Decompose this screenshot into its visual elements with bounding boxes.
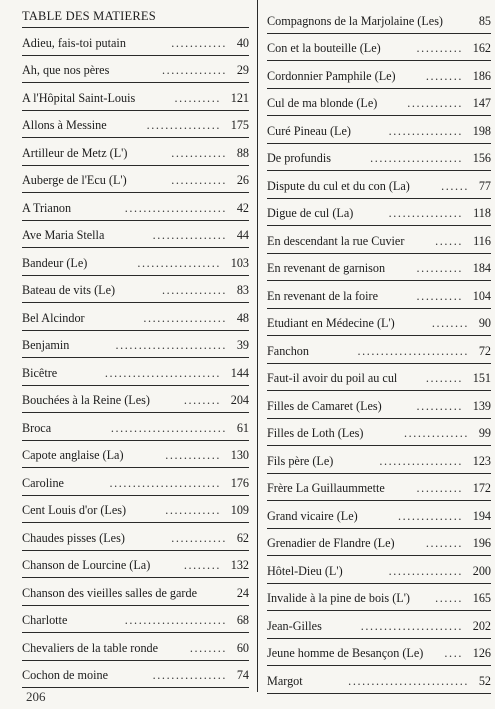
entry-title: Cul de ma blonde (Le): [267, 96, 378, 110]
toc-entry: [22, 276, 249, 304]
dot-leader: ............: [165, 448, 221, 462]
entry-page-number: 198: [472, 123, 491, 138]
entry-title: Ave Maria Stella: [22, 228, 105, 242]
toc-entry: [267, 556, 491, 584]
entry-page-number: 200: [472, 563, 491, 578]
dot-leader: ......................: [360, 618, 463, 633]
toc-entry: [22, 221, 249, 249]
entry-page-number: 186: [472, 68, 491, 83]
entry-page-number: 147: [472, 96, 491, 110]
toc-entry: [267, 336, 491, 364]
dot-leader: ..............: [403, 426, 469, 440]
entry-title: Filles de Camaret (Les): [267, 398, 382, 413]
entry-title: Margot: [267, 673, 303, 688]
dot-leader: ........................: [115, 338, 227, 352]
entry-page-number: 42: [236, 200, 249, 215]
entry-title: Chanson des vieilles salles de garde: [22, 585, 197, 600]
entry-page-number: 196: [472, 536, 491, 550]
toc-entry: [22, 551, 249, 579]
dot-leader: ..........: [416, 398, 463, 413]
entry-page-number: 162: [472, 41, 491, 55]
toc-entry: [267, 89, 491, 117]
dot-leader: ..........: [416, 288, 463, 303]
dot-leader: ..............: [161, 283, 227, 297]
toc-entry: [267, 226, 491, 254]
toc-entry: [22, 523, 249, 551]
toc-entry: [267, 34, 491, 62]
entry-title: Allons à Messine: [22, 118, 107, 132]
toc-entry: [22, 28, 249, 56]
entry-title: Etudiant en Médecine (L'): [267, 316, 395, 330]
dot-leader: ............: [407, 96, 463, 110]
toc-entry: [267, 254, 491, 282]
entry-title: Hôtel-Dieu (L'): [267, 563, 343, 578]
entry-title: Jeune homme de Besançon (Le): [267, 646, 424, 660]
dot-leader: ............: [171, 145, 227, 160]
toc-entry: [267, 584, 491, 612]
entry-title: Grenadier de Flandre (Le): [267, 536, 395, 550]
entry-title: Bandeur (Le): [22, 255, 88, 270]
dot-leader: ..........: [416, 481, 463, 495]
dot-leader: ......: [435, 591, 463, 605]
entry-title: Fanchon: [267, 343, 309, 358]
entry-page-number: 61: [236, 420, 249, 435]
toc-entry: [22, 303, 249, 331]
entry-title: Con et la bouteille (Le): [267, 41, 381, 55]
dot-leader: ......................: [124, 613, 227, 627]
entry-title: Faut-il avoir du poil au cul: [267, 371, 398, 385]
dot-leader: ......: [435, 233, 463, 248]
entry-page-number: 24: [236, 585, 249, 600]
dot-leader: ................: [152, 668, 227, 682]
entry-title: Cordonnier Pamphile (Le): [267, 68, 396, 83]
entry-title: Grand vicaire (Le): [267, 508, 358, 523]
toc-entry: [267, 611, 491, 639]
entry-title: En revenant de la foire: [267, 288, 378, 303]
dot-leader: ..............: [161, 63, 227, 77]
entry-title: Cochon de moine: [22, 668, 108, 682]
toc-entry: [22, 633, 249, 661]
toc-entry: [267, 446, 491, 474]
entry-page-number: 165: [472, 591, 491, 605]
toc-entry: [267, 6, 491, 34]
entry-page-number: 77: [478, 178, 491, 193]
toc-entry: [267, 281, 491, 309]
entry-title: De profundis: [267, 151, 331, 165]
toc-entry: [22, 83, 249, 111]
entry-page-number: 48: [236, 310, 249, 325]
entry-title: Chevaliers de la table ronde: [22, 640, 159, 655]
entry-page-number: 130: [230, 448, 249, 462]
toc-entry: [22, 386, 249, 414]
entry-title: Filles de Loth (Les): [267, 426, 364, 440]
toc-entry: [267, 639, 491, 667]
entry-title: Auberge de l'Ecu (L'): [22, 173, 127, 187]
entry-page-number: 88: [236, 145, 249, 160]
entry-title: Caroline: [22, 475, 64, 490]
toc-entry: [22, 578, 249, 606]
dot-leader: ..................: [137, 255, 221, 270]
entry-title: Frère La Guillaummette: [267, 481, 385, 495]
column-divider: [257, 0, 258, 692]
toc-entry: [22, 248, 249, 276]
right-column: [267, 6, 491, 694]
dot-leader: ........: [189, 640, 227, 655]
entry-title: A Trianon: [22, 200, 72, 215]
dot-leader: ............: [171, 530, 227, 545]
toc-entry: [22, 331, 249, 359]
dot-leader: ........: [425, 371, 463, 385]
entry-title: Bouchées à la Reine (Les): [22, 393, 150, 407]
entry-page-number: 103: [230, 255, 249, 270]
entry-title: Bel Alcindor: [22, 310, 85, 325]
entry-page-number: 44: [236, 228, 249, 242]
dot-leader: ........: [425, 68, 463, 83]
entry-page-number: 52: [478, 673, 491, 688]
toc-entry: [22, 413, 249, 441]
entry-page-number: 99: [478, 426, 491, 440]
entry-title: Fils père (Le): [267, 453, 334, 468]
toc-entry: [22, 606, 249, 634]
entry-page-number: 40: [236, 35, 249, 50]
entry-page-number: 126: [472, 646, 491, 660]
entry-page-number: 26: [236, 173, 249, 187]
toc-entry: [267, 364, 491, 392]
toc-entry: [267, 171, 491, 199]
dot-leader: ....................: [370, 151, 463, 165]
dot-leader: ................: [388, 563, 463, 578]
entry-page-number: 60: [236, 640, 249, 655]
entry-page-number: 62: [236, 530, 249, 545]
dot-leader: ............: [165, 503, 221, 517]
entry-title: Bateau de vits (Le): [22, 283, 116, 297]
entry-title: Digue de cul (La): [267, 206, 354, 220]
entry-page-number: 144: [230, 365, 249, 380]
toc-entry: [267, 144, 491, 172]
entry-page-number: 118: [473, 206, 491, 220]
entry-title: Invalide à la pine de bois (L'): [267, 591, 410, 605]
entry-page-number: 74: [236, 668, 249, 682]
entry-title: Ah, que nos pères: [22, 63, 110, 77]
dot-leader: ............: [171, 173, 227, 187]
toc-entry: [267, 309, 491, 337]
entry-page-number: 194: [472, 508, 491, 523]
dot-leader: ..........: [416, 261, 463, 275]
toc-entry: [22, 138, 249, 166]
toc-entry: [267, 474, 491, 502]
dot-leader: ................: [388, 123, 463, 138]
dot-leader: ................: [146, 118, 221, 132]
dot-leader: ......: [441, 178, 469, 193]
toc-entry: [22, 441, 249, 469]
dot-leader: ........: [183, 393, 221, 407]
toc-entry: [267, 501, 491, 529]
entry-title: Jean-Gilles: [267, 618, 322, 633]
entry-title: Benjamin: [22, 338, 70, 352]
toc-heading: TABLE DES MATIERES: [22, 6, 249, 28]
entry-page-number: 175: [230, 118, 249, 132]
entry-page-number: 72: [478, 343, 491, 358]
dot-leader: ................: [152, 228, 227, 242]
toc-entry: [22, 166, 249, 194]
dot-leader: ......................: [124, 200, 227, 215]
dot-leader: ........................: [357, 343, 469, 358]
entry-title: Charlotte: [22, 613, 68, 627]
toc-entry: [22, 56, 249, 84]
entry-page-number: 83: [236, 283, 249, 297]
toc-entry: [267, 116, 491, 144]
entry-page-number: 176: [230, 475, 249, 490]
dot-leader: .........................: [104, 365, 221, 380]
toc-entry: [22, 111, 249, 139]
entry-page-number: 29: [236, 63, 249, 77]
toc-entry: [267, 666, 491, 694]
entry-page-number: 85: [478, 13, 491, 28]
entry-page-number: 123: [472, 453, 491, 468]
entry-title: Dispute du cul et du con (La): [267, 178, 410, 193]
entry-page-number: 39: [236, 338, 249, 352]
dot-leader: ........................: [109, 475, 221, 490]
entry-title: Capote anglaise (La): [22, 448, 124, 462]
dot-leader: .........................: [110, 420, 227, 435]
dot-leader: ..........................: [348, 673, 469, 688]
toc-entry: [22, 661, 249, 689]
entry-title: Chanson de Lourcine (La): [22, 558, 151, 572]
toc-entry: [22, 468, 249, 496]
entry-page-number: 151: [472, 371, 491, 385]
entry-page-number: 121: [230, 90, 249, 105]
entry-page-number: 172: [472, 481, 491, 495]
dot-leader: ..................: [143, 310, 227, 325]
dot-leader: ............: [171, 35, 227, 50]
toc-entry: [267, 61, 491, 89]
dot-leader: ..............: [397, 508, 463, 523]
dot-leader: ....: [444, 646, 463, 660]
entry-title: En revenant de garnison: [267, 261, 386, 275]
entry-page-number: 90: [478, 316, 491, 330]
entry-title: Broca: [22, 420, 52, 435]
entry-page-number: 68: [236, 613, 249, 627]
dot-leader: ..........: [174, 90, 221, 105]
toc-entry: [22, 193, 249, 221]
entry-page-number: 156: [472, 151, 491, 165]
dot-leader: ..................: [379, 453, 463, 468]
dot-leader: ..........: [416, 41, 463, 55]
entry-title: Compagnons de la Marjolaine (Les): [267, 13, 443, 28]
page-number: 206: [26, 689, 46, 704]
entry-title: Cent Louis d'or (Les): [22, 503, 127, 517]
entry-title: A l'Hôpital Saint-Louis: [22, 90, 136, 105]
entry-title: Bicêtre: [22, 365, 58, 380]
toc-entry: [267, 391, 491, 419]
toc-entry: [267, 419, 491, 447]
toc-entry: [22, 358, 249, 386]
dot-leader: ................: [388, 206, 463, 220]
toc-entry: [267, 529, 491, 557]
entry-title: Adieu, fais-toi putain: [22, 35, 126, 50]
dot-leader: ........: [425, 536, 463, 550]
entry-title: Chaudes pisses (Les): [22, 530, 125, 545]
entry-page-number: 109: [230, 503, 249, 517]
entry-title: Curé Pineau (Le): [267, 123, 351, 138]
entry-page-number: 184: [472, 261, 491, 275]
entry-page-number: 132: [230, 558, 249, 572]
entry-page-number: 204: [230, 393, 249, 407]
dot-leader: ........: [431, 316, 469, 330]
entry-page-number: 202: [472, 618, 491, 633]
entry-title: Artilleur de Metz (L'): [22, 145, 128, 160]
left-column: [22, 6, 249, 688]
entry-title: En descendant la rue Cuvier: [267, 233, 405, 248]
entry-page-number: 116: [473, 233, 491, 248]
dot-leader: ........: [183, 558, 221, 572]
toc-entry: [22, 496, 249, 524]
toc-entry: [267, 199, 491, 227]
entry-page-number: 139: [472, 398, 491, 413]
entry-page-number: 104: [472, 288, 491, 303]
